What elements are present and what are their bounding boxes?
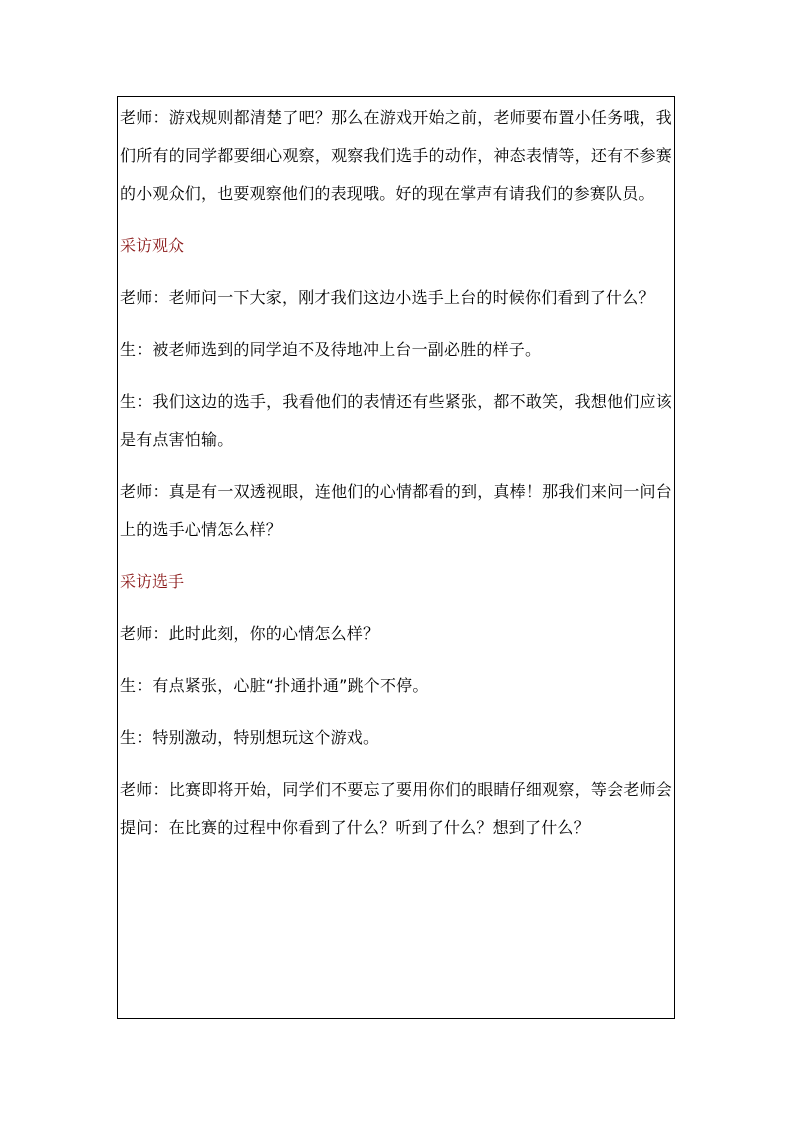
paragraph-student-feeling-2: 生：特别激动，特别想玩这个游戏。 (120, 728, 380, 747)
paragraph-teacher-rules: 老师：游戏规则都清楚了吧？那么在游戏开始之前，老师要布置小任务哦，我们所有的同学都要细心观察，观察我们选手的动作，神态表情等，还有不参赛的小观众们，也要观察他们的表现哦。好的现在掌声有请我们的参赛队员。 (120, 108, 672, 203)
paragraph-teacher-reminder: 老师：比赛即将开始，同学们不要忘了要用你们的眼睛仔细观察，等会老师会提问：在比赛的过程中你看到了什么？听到了什么？想到了什么？ (120, 780, 672, 837)
paragraph-teacher-question: 老师：老师问一下大家，刚才我们这边小选手上台的时候你们看到了什么？ (120, 288, 655, 307)
paragraph-student-feeling-1: 生：有点紧张，心脏“扑通扑通”跳个不停。 (120, 676, 429, 695)
document-frame (117, 96, 675, 1019)
paragraph-student-answer-1: 生：被老师选到的同学迫不及待地冲上台一副必胜的样子。 (120, 340, 542, 359)
document-content (120, 99, 672, 861)
paragraph-teacher-praise: 老师：真是有一双透视眼，连他们的心情都看的到，真棒！那我们来问一问台上的选手心情怎么样？ (120, 482, 672, 539)
section-heading-interview-players: 采访选手 (120, 572, 185, 591)
section-heading-interview-audience: 采访观众 (120, 236, 185, 255)
paragraph-teacher-ask-feeling: 老师：此时此刻，你的心情怎么样？ (120, 624, 380, 643)
paragraph-student-answer-2: 生：我们这边的选手，我看他们的表情还有些紧张，都不敢笑，我想他们应该是有点害怕输。 (120, 392, 672, 449)
